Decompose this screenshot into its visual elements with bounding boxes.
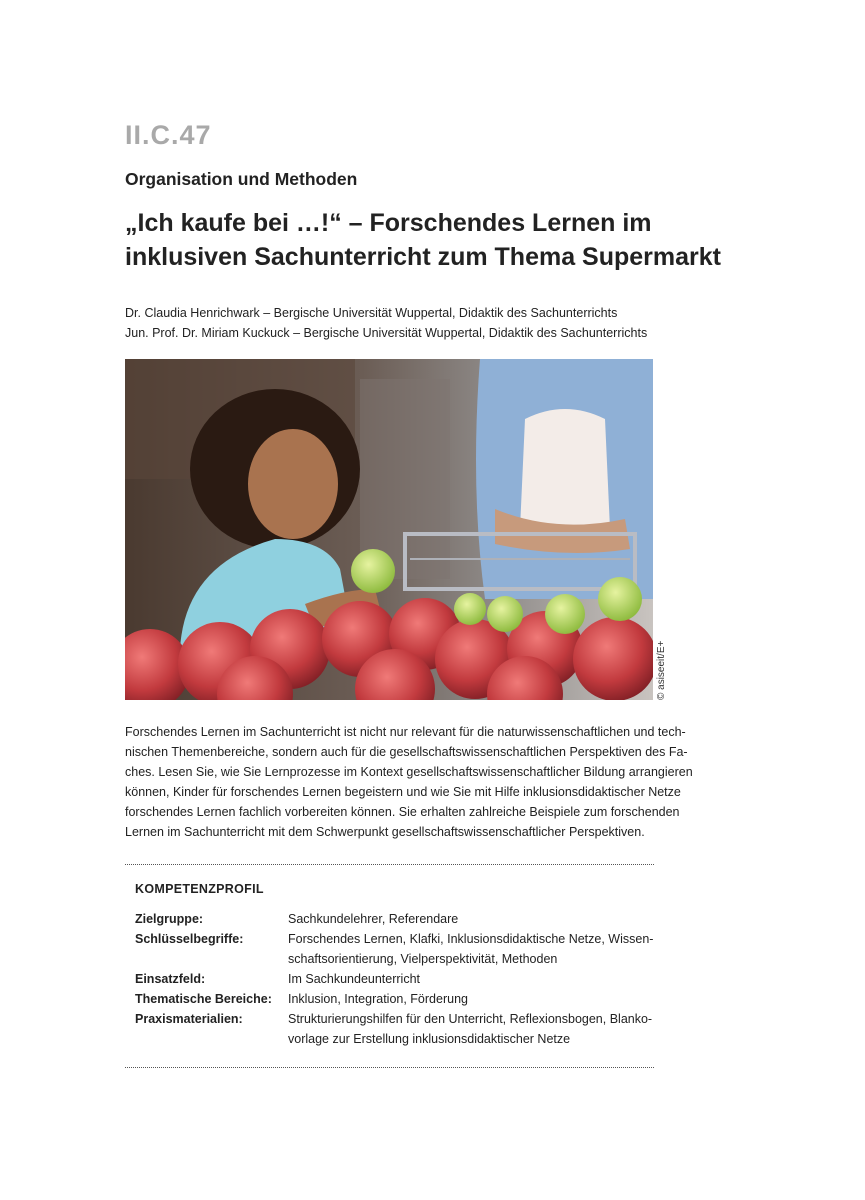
profile-value-line: Strukturierungshilfen für den Unterricht, Reflexionsbogen, Blanko-	[288, 1012, 653, 1026]
divider-top	[125, 864, 654, 865]
profile-label: Zielgruppe:	[135, 912, 204, 926]
intro-line: nischen Themenbereiche, sondern auch für die gesellschaftswissenschaftlichen Perspektiven des Fa-	[125, 745, 688, 759]
intro-line: können, Kinder für forschendes Lernen begeistern und wie Sie mit Hilfe inklusionsdidaktischer Netze	[125, 785, 681, 799]
title-line: „Ich kaufe bei …!“ – Forschendes Lernen im	[125, 209, 652, 237]
intro-text	[125, 722, 693, 842]
photo-credit: © asiseeit/E+	[656, 640, 667, 700]
profile-value-line: Forschendes Lernen, Klafki, Inklusionsdidaktische Netze, Wissen-	[288, 932, 654, 946]
profile-value-line: Im Sachkundeunterricht	[288, 972, 421, 986]
profile-value	[288, 909, 658, 929]
title-line: inklusiven Sachunterricht zum Thema Supermarkt	[125, 243, 721, 271]
profile-value-line: Sachkundelehrer, Referendare	[288, 912, 459, 926]
profile-label: Einsatzfeld:	[135, 972, 206, 986]
author-line: Jun. Prof. Dr. Miriam Kuckuck – Bergische Universität Wuppertal, Didaktik des Sachunterrichts	[125, 326, 648, 340]
profile-value	[288, 929, 658, 969]
profile-label: Praxismaterialien:	[135, 1012, 243, 1026]
intro-line: forschendes Lernen fachlich vorbereiten können. Sie erhalten zahlreiche Beispiele zum forschenden	[125, 805, 680, 819]
profile-value	[288, 1009, 658, 1049]
photo-illustration	[125, 359, 653, 700]
section-heading: Organisation und Methoden	[125, 169, 358, 189]
profile-value-line: vorlage zur Erstellung inklusionsdidaktischer Netze	[288, 1032, 571, 1046]
kompetenzprofil-heading: KOMPETENZPROFIL	[135, 882, 264, 896]
profile-value-line: schaftsorientierung, Vielperspektivität, Methoden	[288, 952, 558, 966]
profile-value	[288, 989, 658, 1009]
profile-label: Thematische Bereiche:	[135, 992, 272, 1006]
intro-line: Forschendes Lernen im Sachunterricht ist nicht nur relevant für die naturwissenschaftlichen und tech-	[125, 725, 686, 739]
author-line: Dr. Claudia Henrichwark – Bergische Universität Wuppertal, Didaktik des Sachunterrichts	[125, 306, 618, 320]
profile-value	[288, 969, 658, 989]
profile-label: Schlüsselbegriffe:	[135, 932, 244, 946]
supermarket-photo	[125, 359, 653, 700]
divider-bottom	[125, 1067, 654, 1068]
profile-value-line: Inklusion, Integration, Förderung	[288, 992, 468, 1006]
intro-line: Lernen im Sachunterricht mit dem Schwerpunkt gesellschaftswissenschaftlicher Perspektiven.	[125, 825, 645, 839]
document-code: II.C.47	[125, 120, 212, 150]
document-title	[125, 206, 725, 274]
author-list	[125, 303, 647, 343]
intro-line: ches. Lesen Sie, wie Sie Lernprozesse im Kontext gesellschaftswissenschaftlicher Bildung arrangieren	[125, 765, 693, 779]
